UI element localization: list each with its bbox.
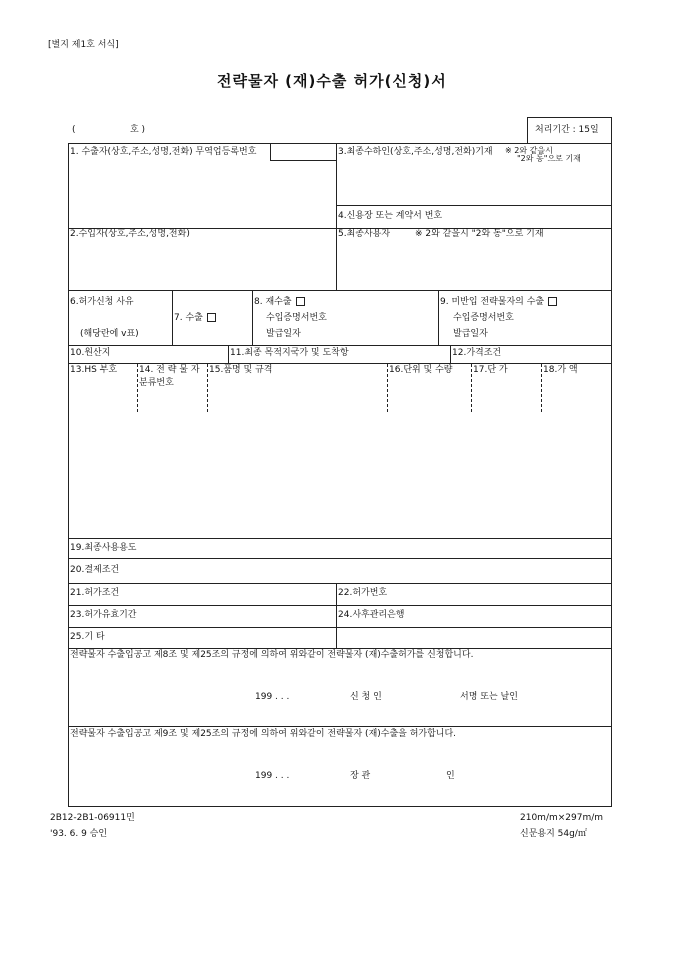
divider — [172, 290, 173, 345]
number-label-close: 호 ) — [130, 125, 146, 135]
processing-period: 처리기간 : 15일 — [535, 125, 599, 135]
divider — [336, 205, 612, 206]
signature-label: 서명 또는 날인 — [460, 692, 518, 702]
divider — [68, 538, 612, 539]
approval-note: '93. 6. 9 승인 — [50, 829, 108, 839]
minister-label: 장 관 — [350, 771, 371, 781]
unimported-export-label: 9. 미반입 전략물자의 수출 — [440, 297, 545, 307]
dashed-divider — [137, 364, 138, 412]
divider — [252, 290, 253, 345]
approval-statement: 전략물자 수출입공고 제9조 및 제25조의 규정에 의하여 위와같이 전략물자 (재)수출을 허가합니다. — [70, 729, 457, 739]
divider — [68, 345, 612, 346]
unimported-export-checkbox[interactable] — [548, 297, 557, 306]
divider — [68, 648, 612, 649]
trade-reg-number-field[interactable] — [270, 143, 337, 161]
divider — [68, 558, 612, 559]
paper-type: 신문용지 54g/㎡ — [520, 829, 587, 839]
amount-label: 18.가 액 — [543, 365, 578, 375]
number-label-open: ( — [72, 125, 76, 135]
dashed-divider — [471, 364, 472, 412]
dashed-divider — [541, 364, 542, 412]
export-label: 7. 수출 — [174, 313, 203, 323]
reexport-issue-date-label: 발급일자 — [266, 329, 301, 339]
divider — [68, 726, 612, 727]
divider — [438, 290, 439, 345]
divider — [68, 583, 612, 584]
seal-label: 인 — [446, 771, 455, 781]
classification-number-label: 분류번호 — [139, 378, 174, 388]
destination-label: 11.최종 목적지국가 및 도착항 — [230, 348, 349, 358]
reexport-label: 8. 재수출 — [254, 297, 292, 307]
approval-date: 199 . . . — [255, 771, 290, 781]
export-checkbox[interactable] — [207, 313, 216, 322]
end-user-note: ※ 2와 같을시 "2와 동"으로 기재 — [415, 229, 544, 239]
permit-conditions-label: 21.허가조건 — [70, 588, 120, 598]
divider — [68, 627, 612, 628]
form-code: 2B12-2B1-06911민 — [50, 813, 135, 823]
reexport-checkbox[interactable] — [296, 297, 305, 306]
consignee-label: 3.최종수하인(상호,주소,성명,전화)기재 — [338, 147, 493, 157]
page-title: 전략물자 (재)수출 허가(신청)서 — [217, 72, 447, 90]
reexport-option[interactable] — [254, 297, 305, 308]
application-date: 199 . . . — [255, 692, 290, 702]
divider — [450, 345, 451, 363]
dashed-divider — [387, 364, 388, 412]
permit-number-label: 22.허가번호 — [338, 588, 388, 598]
payment-terms-label: 20.결제조건 — [70, 565, 120, 575]
unit-price-label: 17.단 가 — [473, 365, 508, 375]
applicant-label: 신 청 인 — [350, 692, 382, 702]
validity-period-label: 23.허가유효기간 — [70, 610, 137, 620]
divider — [336, 143, 337, 290]
origin-label: 10.원산지 — [70, 348, 111, 358]
lc-number-label: 4.신용장 또는 계약서 번호 — [338, 211, 443, 221]
consignee-note-1: ※ 2와 같을시 — [505, 146, 553, 155]
divider — [68, 605, 612, 606]
end-user-label: 5.최종사용자 — [338, 229, 391, 239]
strategic-item-label: 14. 전 략 물 자 — [139, 365, 200, 375]
exporter-label: 1. 수출자(상호,주소,성명,전화) 무역업등록번호 — [70, 147, 257, 157]
reason-label: 6.허가신청 사유 — [70, 297, 134, 307]
reason-note: (해당란에 v표) — [80, 329, 139, 339]
reexport-import-cert-label: 수입증명서번호 — [266, 313, 327, 323]
form-reference: [별지 제1호 서식] — [48, 40, 119, 50]
unimported-issue-date-label: 발급일자 — [453, 329, 488, 339]
unimported-export-option[interactable] — [440, 297, 557, 308]
divider — [68, 363, 612, 364]
export-option[interactable] — [174, 313, 216, 324]
bank-label: 24.사후관리은행 — [338, 610, 405, 620]
dashed-divider — [207, 364, 208, 412]
price-terms-label: 12.가격조건 — [452, 348, 502, 358]
unimported-import-cert-label: 수입증명서번호 — [453, 313, 514, 323]
form-table — [68, 143, 612, 807]
end-use-label: 19.최종사용용도 — [70, 543, 137, 553]
unit-quantity-label: 16.단위 및 수량 — [389, 365, 453, 375]
other-label: 25.기 타 — [70, 632, 105, 642]
hs-code-label: 13.HS 부호 — [70, 365, 118, 375]
divider — [68, 290, 612, 291]
divider — [336, 583, 337, 648]
paper-size: 210m/m×297m/m — [520, 813, 604, 823]
consignee-note-2: "2와 동"으로 기재 — [517, 154, 581, 163]
item-spec-label: 15.품명 및 규격 — [209, 365, 273, 375]
divider — [228, 345, 229, 363]
importer-label: 2.수입자(상호,주소,성명,전화) — [70, 229, 190, 239]
application-statement: 전략물자 수출입공고 제8조 및 제25조의 규정에 의하여 위와같이 전략물자 (재)수출허가를 신청합니다. — [70, 650, 474, 660]
